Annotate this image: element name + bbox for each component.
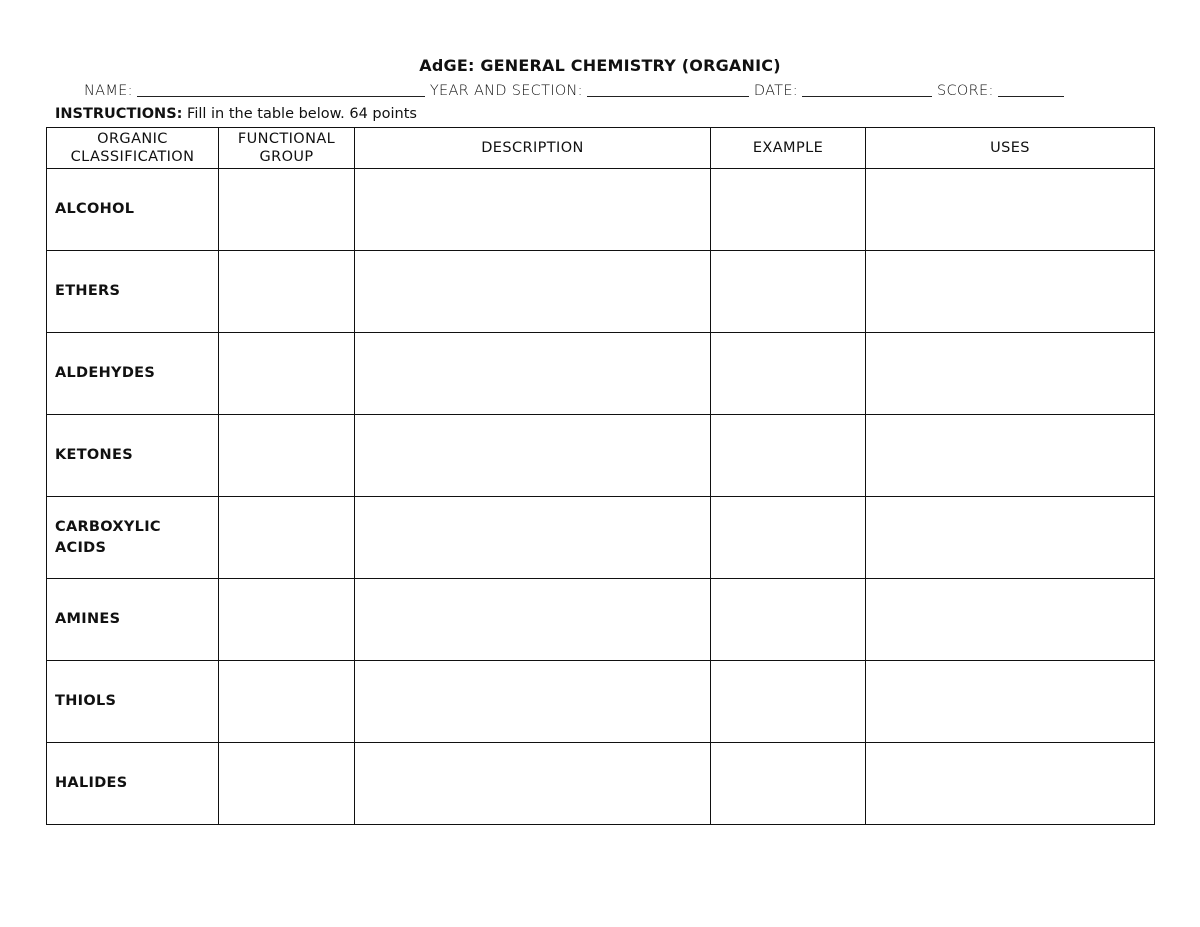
table-row — [47, 333, 1155, 415]
row-classification: ALDEHYDES — [47, 333, 219, 415]
header-organic-classification: ORGANIC CLASSIFICATION — [47, 128, 219, 169]
uses-cell[interactable] — [866, 743, 1155, 825]
worksheet-title: AdGE: GENERAL CHEMISTRY (ORGANIC) — [419, 56, 781, 75]
description-cell[interactable] — [355, 251, 711, 333]
header-uses: USES — [866, 128, 1155, 169]
row-classification: ETHERS — [47, 251, 219, 333]
instructions — [55, 106, 417, 122]
header-functional-group: FUNCTIONAL GROUP — [219, 128, 355, 169]
functional-group-cell[interactable] — [219, 497, 355, 579]
functional-group-cell[interactable] — [219, 333, 355, 415]
uses-cell[interactable] — [866, 251, 1155, 333]
table-row — [47, 579, 1155, 661]
table-row — [47, 497, 1155, 579]
uses-cell[interactable] — [866, 415, 1155, 497]
functional-group-cell[interactable] — [219, 251, 355, 333]
uses-cell[interactable] — [866, 661, 1155, 743]
example-cell[interactable] — [711, 497, 866, 579]
table-header-row — [47, 128, 1155, 169]
header-example: EXAMPLE — [711, 128, 866, 169]
row-classification: ALCOHOL — [47, 169, 219, 251]
name-blank[interactable] — [137, 82, 425, 97]
row-classification: THIOLS — [47, 661, 219, 743]
score-label: SCORE: — [936, 83, 994, 99]
year-section-label: YEAR AND SECTION: — [429, 83, 583, 99]
functional-group-cell[interactable] — [219, 415, 355, 497]
table-row — [47, 251, 1155, 333]
example-cell[interactable] — [711, 661, 866, 743]
description-cell[interactable] — [355, 169, 711, 251]
description-cell[interactable] — [355, 333, 711, 415]
name-label: NAME: — [84, 83, 133, 99]
example-cell[interactable] — [711, 415, 866, 497]
row-classification: CARBOXYLIC ACIDS — [47, 497, 219, 579]
description-cell[interactable] — [355, 743, 711, 825]
uses-cell[interactable] — [866, 497, 1155, 579]
description-cell[interactable] — [355, 497, 711, 579]
table-row — [47, 661, 1155, 743]
score-blank[interactable] — [998, 82, 1064, 97]
table-row — [47, 415, 1155, 497]
functional-group-cell[interactable] — [219, 661, 355, 743]
uses-cell[interactable] — [866, 169, 1155, 251]
description-cell[interactable] — [355, 415, 711, 497]
functional-group-cell[interactable] — [219, 743, 355, 825]
example-cell[interactable] — [711, 251, 866, 333]
functional-group-cell[interactable] — [219, 579, 355, 661]
table-row — [47, 743, 1155, 825]
description-cell[interactable] — [355, 661, 711, 743]
instructions-label: INSTRUCTIONS: — [55, 106, 183, 122]
table-row — [47, 169, 1155, 251]
student-info-line — [84, 82, 1154, 99]
classification-table — [46, 127, 1155, 825]
date-blank[interactable] — [802, 82, 932, 97]
header-description: DESCRIPTION — [355, 128, 711, 169]
row-classification: KETONES — [47, 415, 219, 497]
uses-cell[interactable] — [866, 333, 1155, 415]
example-cell[interactable] — [711, 579, 866, 661]
row-classification: AMINES — [47, 579, 219, 661]
instructions-text: Fill in the table below. 64 points — [182, 106, 417, 122]
uses-cell[interactable] — [866, 579, 1155, 661]
date-label: DATE: — [753, 83, 798, 99]
functional-group-cell[interactable] — [219, 169, 355, 251]
row-classification: HALIDES — [47, 743, 219, 825]
example-cell[interactable] — [711, 743, 866, 825]
example-cell[interactable] — [711, 333, 866, 415]
description-cell[interactable] — [355, 579, 711, 661]
year-section-blank[interactable] — [587, 82, 749, 97]
example-cell[interactable] — [711, 169, 866, 251]
